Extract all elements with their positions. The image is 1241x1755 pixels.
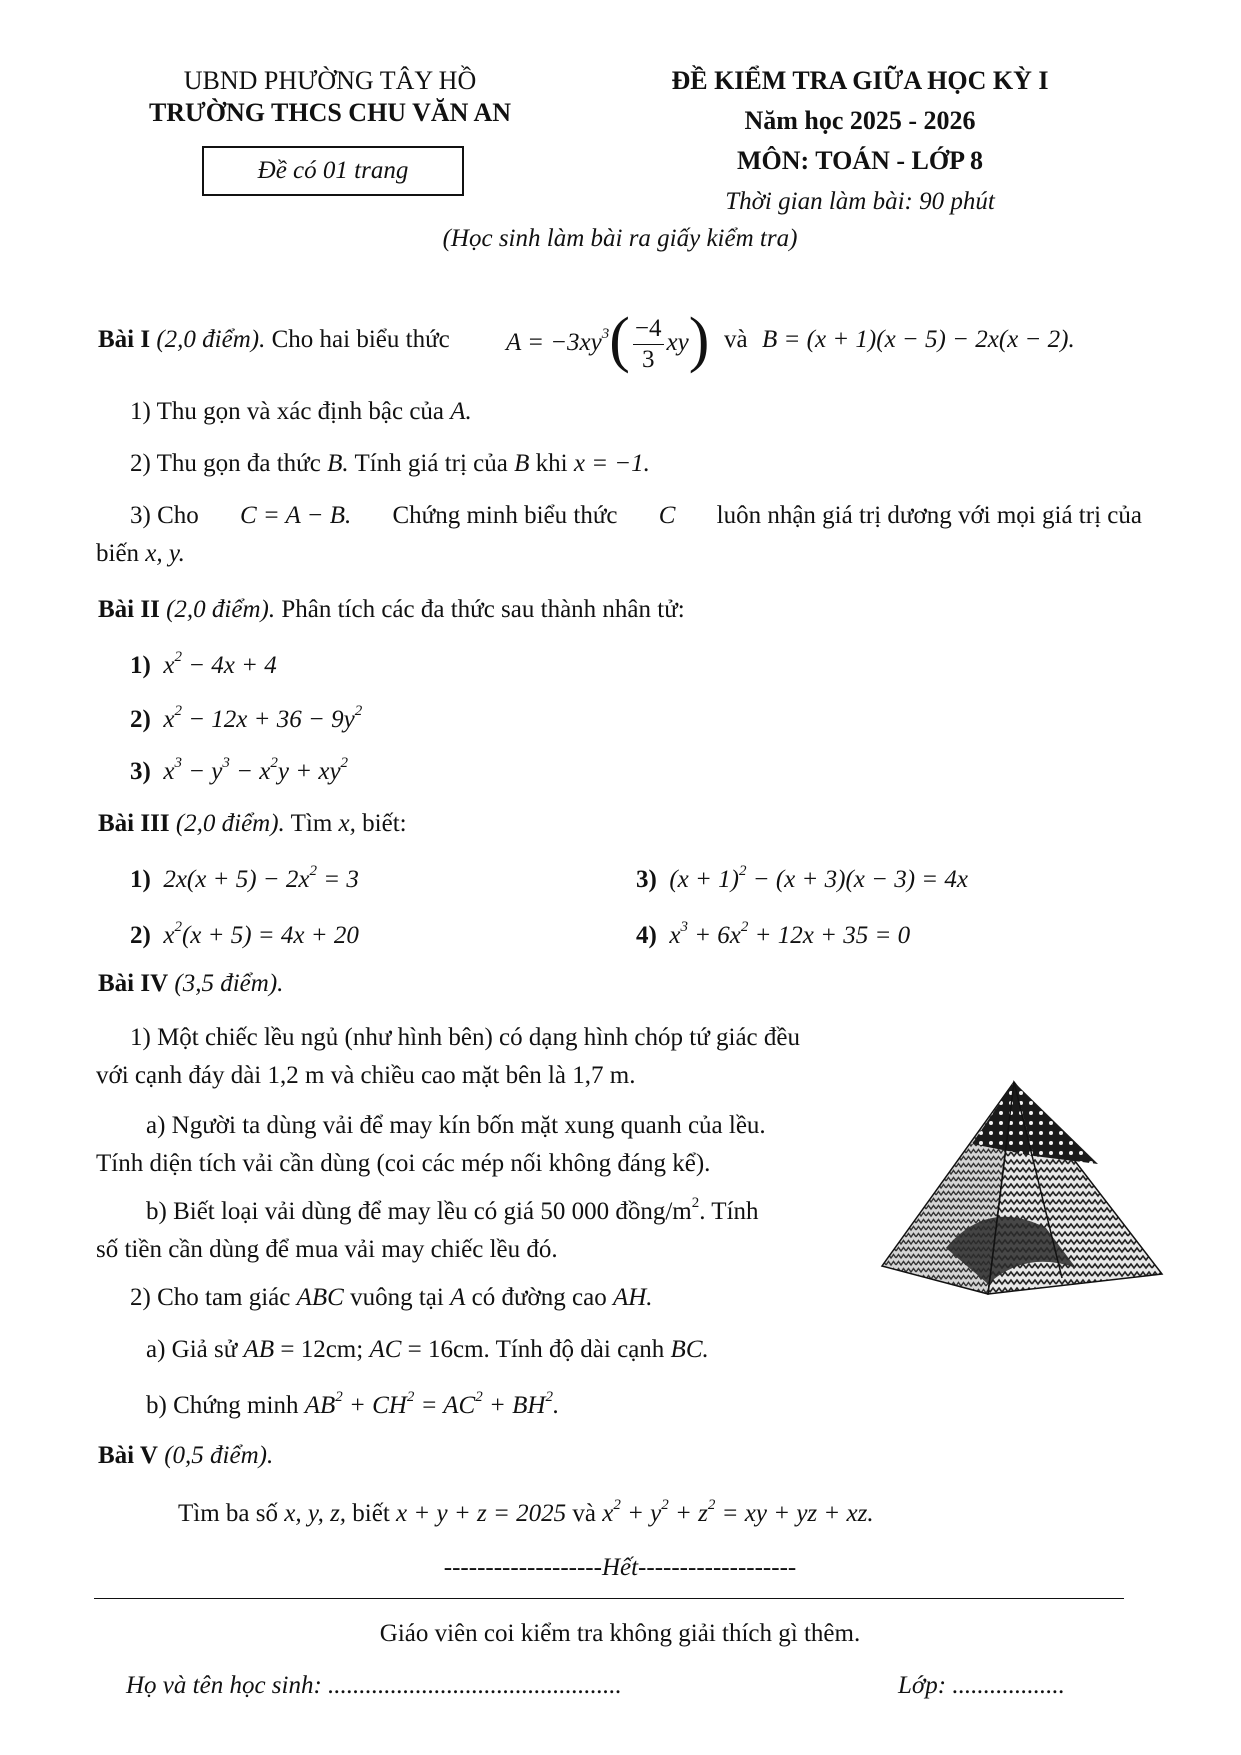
bai4-price: 50 000 bbox=[540, 1198, 610, 1225]
end-marker: -------------------Hết------------------- bbox=[443, 1554, 797, 1581]
student-name-label: Họ và tên học sinh: bbox=[126, 1672, 322, 1699]
exam-title: ĐỀ KIỂM TRA GIỮA HỌC KỲ I bbox=[671, 66, 1049, 95]
bai1-q1-text: 1) Thu gọn và xác định bậc của bbox=[130, 398, 445, 425]
bai4-slant-height: 1,7 m. bbox=[572, 1062, 636, 1089]
bai2-points: (2,0 điểm). bbox=[166, 596, 276, 623]
subject-grade: MÔN: TOÁN - LỚP 8 bbox=[736, 146, 984, 175]
bai1-q2-var2: B bbox=[514, 450, 530, 477]
bai5-question: Tìm ba số x, y, z, biết x + y + z = 2025 và $x^2 + y^2 + z^2$ = xy + yz + xz. bbox=[178, 1497, 874, 1527]
bai1-points: (2,0 điểm). bbox=[156, 326, 266, 353]
bai2-q1: 1) $x^2 - 4x + 4$ bbox=[130, 649, 277, 679]
footer-divider bbox=[94, 1598, 1124, 1599]
exam-duration: Thời gian làm bài: 90 phút bbox=[725, 188, 995, 215]
bai5-text2: biết bbox=[352, 1500, 390, 1527]
expression-a: $A = -3xy^3$( $\frac{-4}{3}$ xy) bbox=[506, 306, 710, 375]
bai4-a-line2: Tính diện tích vải cần dùng (coi các mép nối không đáng kể). bbox=[96, 1150, 711, 1177]
bai4-title: Bài IV bbox=[98, 970, 169, 997]
bai4-base-edge: 1,2 m bbox=[267, 1062, 325, 1089]
tent-image bbox=[876, 1078, 1164, 1300]
bai1-q2-text: 2) Thu gọn đa thức bbox=[130, 450, 321, 477]
bai4-b-line1: b) Biết loại vải dùng để may lều có giá 50 000 đồng/$m^2$. Tính bbox=[146, 1195, 759, 1225]
bai1-q3-cont bbox=[96, 540, 185, 568]
bai3-intro: Tìm bbox=[290, 810, 333, 837]
bai4-heading bbox=[98, 970, 283, 998]
bai3-heading bbox=[98, 810, 407, 838]
class-dots: .................. bbox=[952, 1672, 1065, 1699]
bai3-points: (2,0 điểm). bbox=[175, 810, 285, 837]
bai3-q4: 4) $x^3 + 6x^2 + 12x + 35 = 0$ bbox=[636, 919, 911, 949]
bai4-triangle: ABC bbox=[296, 1284, 344, 1311]
bai1-q2-var: B. bbox=[327, 450, 349, 477]
bai1-q2-text2: Tính giá trị của bbox=[354, 450, 508, 477]
bai3-q2: 2) $x^2(x + 5) = 4x + 20$ bbox=[130, 919, 359, 949]
bai5-text3: và bbox=[572, 1500, 596, 1527]
bai1-title: Bài I bbox=[98, 326, 151, 353]
bai2-intro: Phân tích các đa thức sau thành nhân tử: bbox=[281, 596, 685, 623]
bai1-q3-text4: biến bbox=[96, 540, 140, 567]
bai4-p1-line2 bbox=[96, 1062, 635, 1090]
bai1-q2 bbox=[130, 450, 650, 478]
page-count-box bbox=[202, 146, 464, 196]
bai4-b-line2: số tiền cần dùng để mua vải may chiếc lều đó. bbox=[96, 1236, 558, 1263]
bai4-p2-text3: có đường cao bbox=[471, 1284, 607, 1311]
bai4-p2 bbox=[130, 1284, 653, 1312]
student-name-dots: ............................................... bbox=[328, 1672, 622, 1699]
bai4-unit: đồng/m bbox=[615, 1198, 692, 1225]
bai4-p2-text: 2) Cho tam giác bbox=[130, 1284, 291, 1311]
bai1-and: và bbox=[724, 326, 748, 353]
bai4-p1-line1: 1) Một chiếc lều ngủ (như hình bên) có dạng hình chóp tứ giác đều bbox=[130, 1024, 800, 1051]
bai4-side: BC. bbox=[670, 1336, 709, 1363]
bai4-p2a-text2: Tính độ dài cạnh bbox=[495, 1336, 665, 1363]
page-count-text: Đề có 01 trang bbox=[257, 157, 409, 184]
bai4-p1-text2: và chiều cao mặt bên là bbox=[330, 1062, 567, 1089]
instruction: (Học sinh làm bài ra giấy kiểm tra) bbox=[442, 225, 798, 252]
class-label: Lớp: bbox=[898, 1672, 947, 1699]
bai3-intro2: biết: bbox=[362, 810, 407, 837]
bai5-vars: x, y, z, bbox=[284, 1500, 347, 1527]
bai3-title: Bài III bbox=[98, 810, 170, 837]
school-year: Năm học 2025 - 2026 bbox=[744, 106, 976, 135]
bai4-a-line1: a) Người ta dùng vải để may kín bốn mặt xung quanh của lều. bbox=[146, 1112, 766, 1139]
bai4-p2a-text: a) Giả sử bbox=[146, 1336, 238, 1363]
bai1-q1-var: A. bbox=[450, 398, 472, 425]
bai5-points: (0,5 điểm). bbox=[164, 1442, 274, 1469]
bai4-b-text2: . Tính bbox=[699, 1198, 759, 1225]
class-field bbox=[898, 1672, 1065, 1700]
bai4-b-text: b) Biết loại vải dùng để may lều có giá bbox=[146, 1198, 535, 1225]
bai2-heading bbox=[98, 596, 685, 624]
bai3-var: x, bbox=[338, 810, 356, 837]
bai4-p2-b: b) Chứng minh $AB^2 + CH^2 = AC^2 + BH^2$. bbox=[146, 1389, 560, 1419]
footer-note: Giáo viên coi kiểm tra không giải thích gì thêm. bbox=[379, 1620, 861, 1647]
bai2-q2: 2) $x^2 - 12x + 36 - 9y^2$ bbox=[130, 703, 363, 733]
expression-b: B = (x + 1)(x − 5) − 2x(x − 2). bbox=[762, 326, 1075, 353]
bai1-q3-var: C bbox=[658, 502, 676, 529]
student-name-field bbox=[126, 1672, 622, 1700]
bai1-q2-value: x = −1. bbox=[573, 450, 650, 477]
bai3-q3: 3) $(x + 1)^2 - (x + 3)(x - 3) = 4x$ bbox=[636, 863, 969, 893]
bai1-intro: Cho hai biểu thức bbox=[271, 326, 450, 353]
school-district: UBND PHƯỜNG TÂY HỒ bbox=[183, 66, 477, 95]
bai1-q3-text3: luôn nhận giá trị dương với mọi giá trị của bbox=[716, 502, 1142, 529]
bai4-p2-a: a) Giả sử AB = 12cm; AC = 16cm. Tính độ dài cạnh BC. bbox=[146, 1336, 709, 1363]
bai1-q3 bbox=[130, 502, 1142, 530]
bai4-p1-text: với cạnh đáy dài bbox=[96, 1062, 262, 1089]
bai1-heading bbox=[98, 326, 450, 354]
bai5-sum: x + y + z = 2025 bbox=[396, 1500, 567, 1527]
school-name: TRƯỜNG THCS CHU VĂN AN bbox=[148, 98, 512, 127]
bai4-p2-text2: vuông tại bbox=[350, 1284, 444, 1311]
bai2-title: Bài II bbox=[98, 596, 160, 623]
bai2-q3: 3) $x^3 - y^3 - x^2y + xy^2$ bbox=[130, 755, 349, 785]
bai1-q3-vars: x, y. bbox=[145, 540, 185, 567]
bai3-q1: 1) $2x(x + 5) - 2x^2 = 3$ bbox=[130, 863, 359, 893]
bai4-points: (3,5 điểm). bbox=[174, 970, 284, 997]
bai1-q3-text2: Chứng minh biểu thức bbox=[392, 502, 618, 529]
bai1-q2-text3: khi bbox=[535, 450, 568, 477]
bai5-text: Tìm ba số bbox=[178, 1500, 278, 1527]
bai1-q3-expr: C = A − B. bbox=[239, 502, 352, 529]
bai4-vertex: A bbox=[450, 1284, 466, 1311]
bai5-title: Bài V bbox=[98, 1442, 158, 1469]
bai1-q1 bbox=[130, 398, 472, 426]
bai4-p2b-text: b) Chứng minh bbox=[146, 1392, 299, 1419]
bai1-q3-text: 3) Cho bbox=[130, 502, 199, 529]
bai5-heading bbox=[98, 1442, 273, 1470]
bai4-altitude: AH. bbox=[612, 1284, 653, 1311]
